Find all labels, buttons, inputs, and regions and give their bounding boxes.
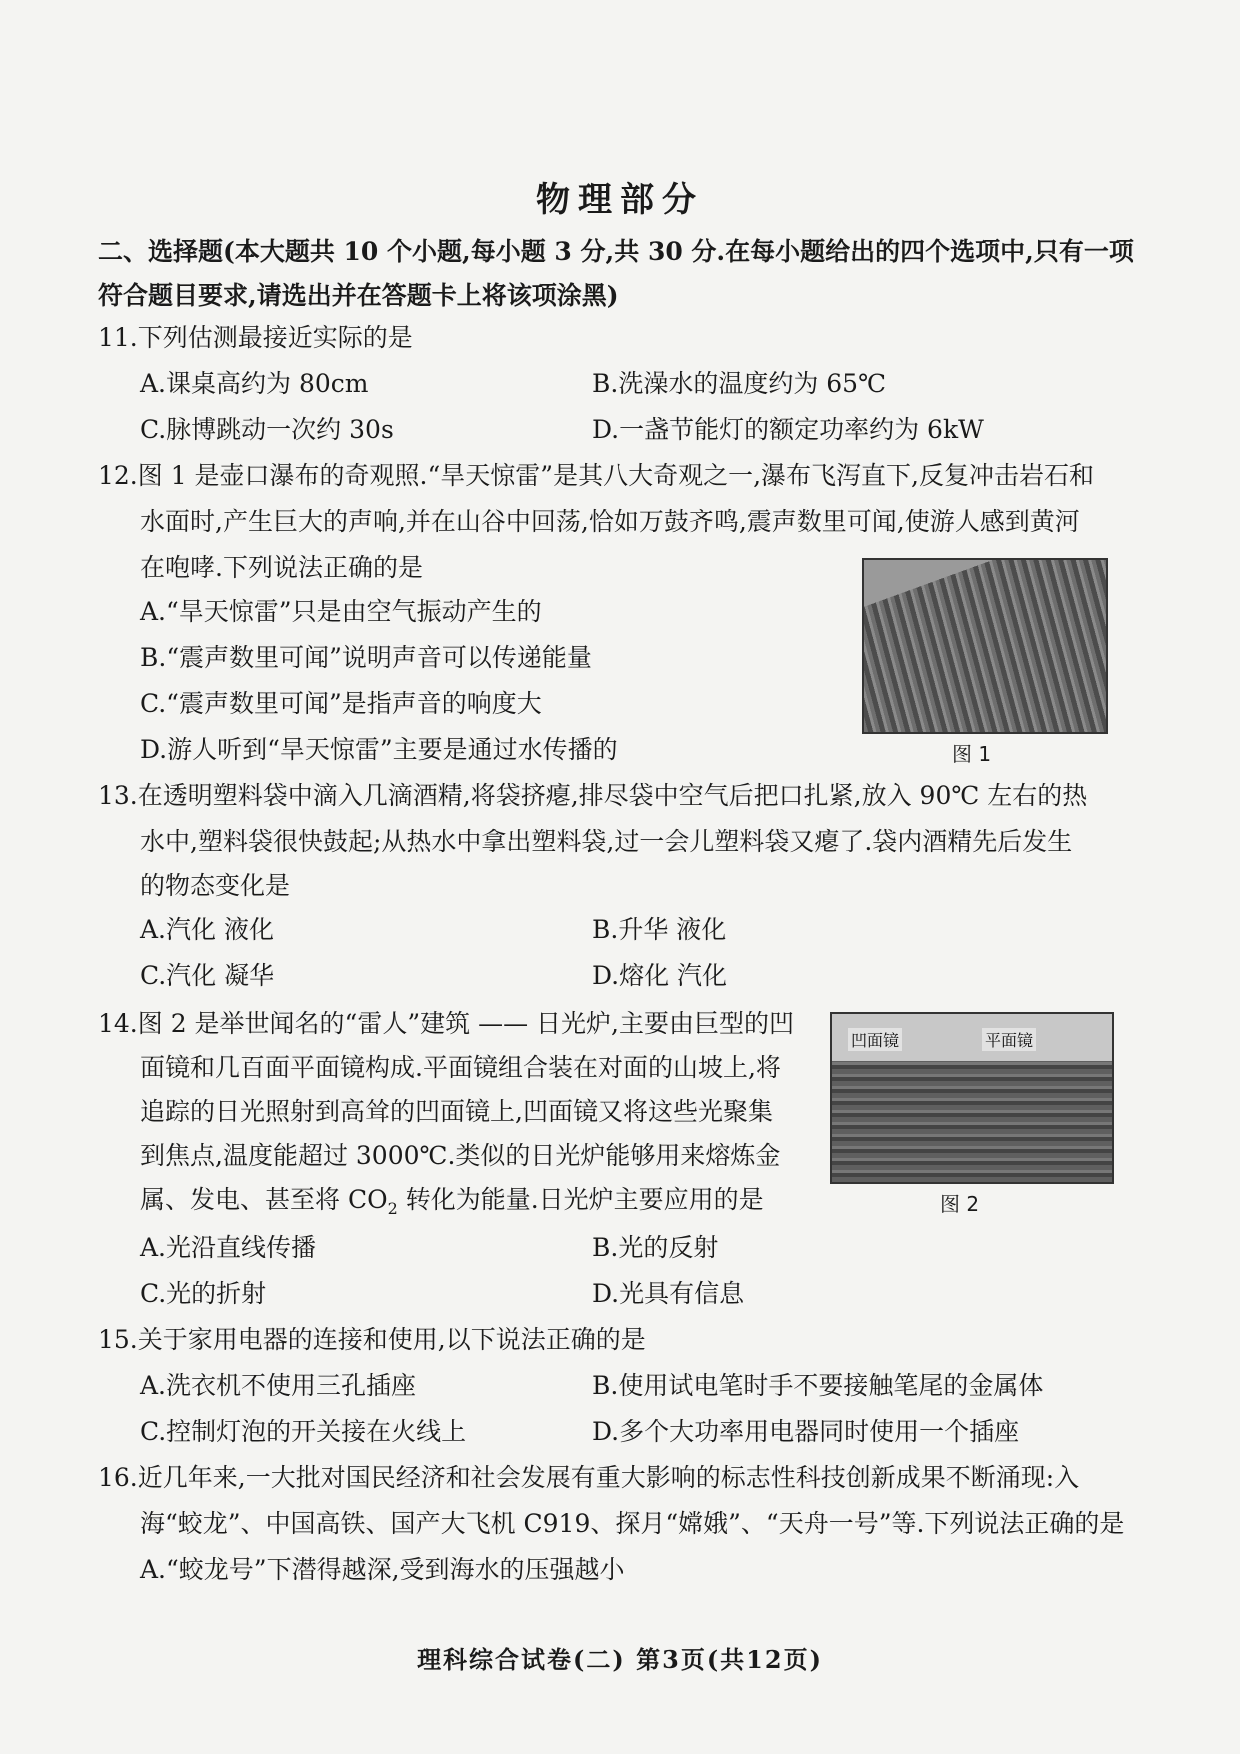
- question-12-option-d: D.游人听到“旱天惊雷”主要是通过水传播的: [140, 735, 618, 764]
- question-11-option-d: D.一盏节能灯的额定功率约为 6kW: [592, 415, 984, 444]
- question-13-option-d: D.熔化 汽化: [592, 961, 728, 990]
- question-12-option-a: A.“旱天惊雷”只是由空气振动产生的: [140, 597, 542, 626]
- question-12-stem: 12.图 1 是壶口瀑布的奇观照.“旱天惊雷”是其八大奇观之一,瀑布飞泻直下,反复冲击岩石和: [98, 461, 1094, 490]
- question-15-option-d: D.多个大功率用电器同时使用一个插座: [592, 1417, 1020, 1446]
- question-12-option-b: B.“震声数里可闻”说明声音可以传递能量: [140, 643, 592, 672]
- page-title: 物理部分: [536, 180, 704, 220]
- figure-1-caption: 图 1: [952, 742, 992, 766]
- question-13-option-a: A.汽化 液化: [140, 915, 274, 944]
- section-heading: 二、选择题(本大题共 10 个小题,每小题 3 分,共 30 分.在每小题给出的四个选项中,只有一项: [98, 237, 1134, 266]
- question-13-stem: 13.在透明塑料袋中滴入几滴酒精,将袋挤瘪,排尽袋中空气后把口扎紧,放入 90℃ 左右的热: [98, 781, 1088, 810]
- plane-mirror-label: 平面镜: [982, 1028, 1036, 1051]
- question-14-stem: 14.图 2 是举世闻名的“雷人”建筑 —— 日光炉,主要由巨型的凹: [98, 1009, 794, 1038]
- stem-text: 属、发电、甚至将 CO: [140, 1185, 388, 1214]
- solar-furnace-photo: [830, 1012, 1114, 1184]
- question-15-option-c: C.控制灯泡的开关接在火线上: [140, 1417, 467, 1446]
- figure-2-caption: 图 2: [940, 1192, 980, 1216]
- question-14-stem-cont4: [140, 1184, 764, 1225]
- question-14-option-b: B.光的反射: [592, 1233, 719, 1262]
- question-11-option-a: A.课桌高约为 80cm: [140, 369, 369, 398]
- question-11-stem: 11.下列估测最接近实际的是: [98, 323, 413, 352]
- waterfall-photo: [862, 558, 1108, 734]
- question-14-option-a: A.光沿直线传播: [140, 1233, 317, 1262]
- question-12-stem-cont2: 在咆哮.下列说法正确的是: [140, 553, 423, 582]
- question-14-stem-cont: 面镜和几百面平面镜构成.平面镜组合装在对面的山坡上,将: [140, 1053, 781, 1082]
- question-11-option-b: B.洗澡水的温度约为 65℃: [592, 369, 887, 398]
- subscript: 2: [387, 1199, 398, 1218]
- question-14-option-c: C.光的折射: [140, 1279, 267, 1308]
- question-16-stem: 16.近几年来,一大批对国民经济和社会发展有重大影响的标志性科技创新成果不断涌现:入: [98, 1463, 1080, 1492]
- question-11-option-c: C.脉博跳动一次约 30s: [140, 415, 394, 444]
- question-13-option-c: C.汽化 凝华: [140, 961, 275, 990]
- question-14-stem-cont3: 到焦点,温度能超过 3000℃.类似的日光炉能够用来熔炼金: [140, 1141, 781, 1170]
- question-12-stem-cont: 水面时,产生巨大的声响,并在山谷中回荡,恰如万鼓齐鸣,震声数里可闻,使游人感到黄河: [140, 507, 1080, 536]
- question-14-stem-cont2: 追踪的日光照射到高耸的凹面镜上,凹面镜又将这些光聚集: [140, 1097, 773, 1126]
- page-footer: 理科综合试卷(二) 第3页(共12页): [417, 1645, 823, 1674]
- stem-text: 转化为能量.日光炉主要应用的是: [397, 1185, 764, 1214]
- question-13-option-b: B.升华 液化: [592, 915, 727, 944]
- concave-mirror-label: 凹面镜: [848, 1028, 902, 1051]
- question-15-option-b: B.使用试电笔时手不要接触笔尾的金属体: [592, 1371, 1044, 1400]
- question-13-stem-cont: 水中,塑料袋很快鼓起;从热水中拿出塑料袋,过一会儿塑料袋又瘪了.袋内酒精先后发生: [140, 827, 1073, 856]
- question-16-option-a: A.“蛟龙号”下潜得越深,受到海水的压强越小: [140, 1555, 625, 1584]
- question-15-stem: 15.关于家用电器的连接和使用,以下说法正确的是: [98, 1325, 646, 1354]
- question-13-stem-cont2: 的物态变化是: [140, 871, 291, 900]
- question-16-stem-cont: 海“蛟龙”、中国高铁、国产大飞机 C919、探月“嫦娥”、“天舟一号”等.下列说法正确的是: [140, 1509, 1125, 1538]
- question-12-option-c: C.“震声数里可闻”是指声音的响度大: [140, 689, 542, 718]
- question-15-option-a: A.洗衣机不使用三孔插座: [140, 1371, 417, 1400]
- question-14-option-d: D.光具有信息: [592, 1279, 745, 1308]
- section-heading-cont: 符合题目要求,请选出并在答题卡上将该项涂黑): [98, 281, 619, 310]
